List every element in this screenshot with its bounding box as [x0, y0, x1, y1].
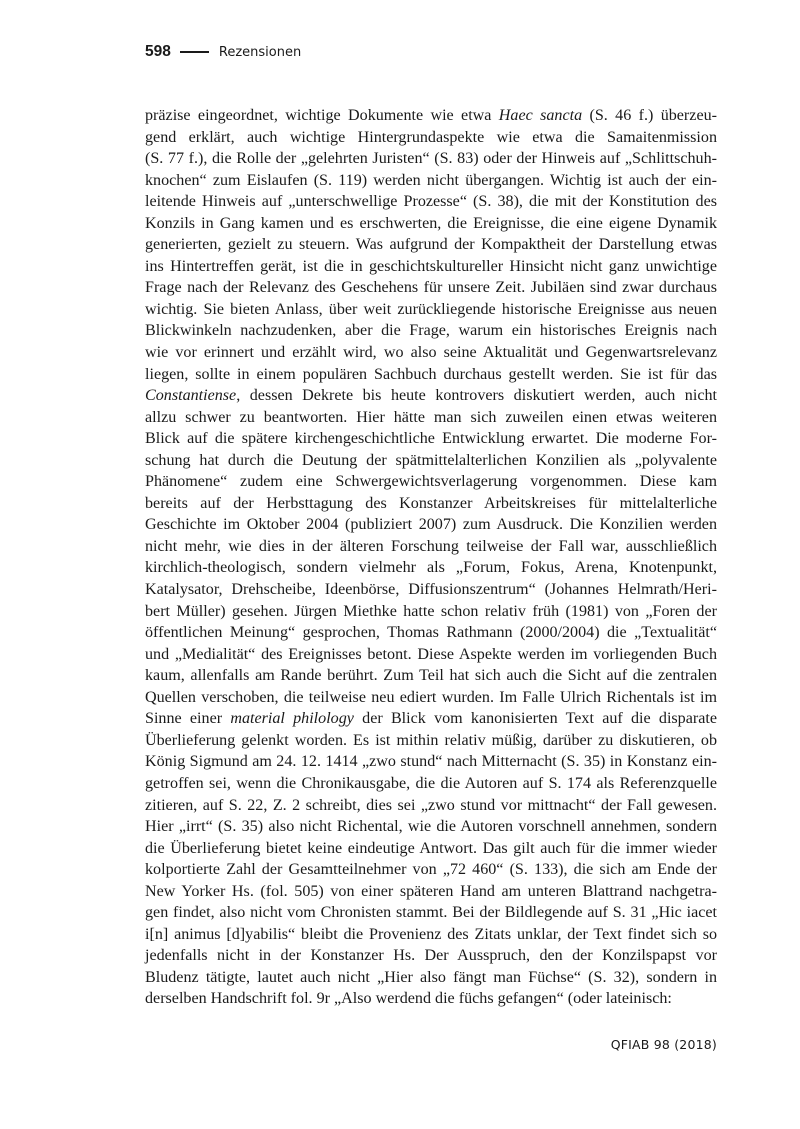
text-line — [145, 428, 717, 450]
text-run: Quellen verschoben, die teilweise neu ediert wurden. Im Falle Ulrich Richentals ist im — [145, 688, 717, 706]
text-line — [145, 493, 717, 515]
text-run: Bludenz tätigte, lautet auch nicht „Hier also fängt man Füchse“ (S. 32), sondern in — [145, 968, 717, 986]
text-line — [145, 859, 717, 881]
text-run: New Yorker Hs. (fol. 505) von einer späteren Hand am unteren Blattrand nachgetra- — [145, 882, 717, 900]
text-run: Überlieferung gelenkt worden. Es ist mithin relativ müßig, darüber zu diskutieren, ob — [145, 731, 717, 749]
text-line — [145, 751, 717, 773]
page-number: 598 — [145, 43, 171, 60]
text-run: i[n] animus [d]yabilis“ bleibt die Provenienz des Zitats unklar, der Text findet sich so — [145, 925, 717, 943]
text-line — [145, 622, 717, 644]
text-run: kaum, allenfalls am Rande berührt. Zum Teil hat sich auch die Sicht auf die zentralen — [145, 667, 717, 685]
text-line — [145, 644, 717, 666]
text-line — [145, 708, 717, 730]
text-run: Blickwinkeln nachzudenken, aber die Frage, warum ein historisches Ereignis nach — [145, 322, 717, 340]
text-line — [145, 924, 717, 946]
text-run: der Blick vom kanonisierten Text auf die disparate — [353, 710, 717, 728]
text-line — [145, 277, 717, 299]
text-line — [145, 557, 717, 579]
text-line — [145, 795, 717, 817]
text-line — [145, 838, 717, 860]
text-line — [145, 902, 717, 924]
text-line — [145, 234, 717, 256]
text-run: kirchlich-theologisch, sondern vielmehr als „Forum, Fokus, Arena, Knotenpunkt, — [145, 559, 717, 577]
text-line — [145, 881, 717, 903]
text-run: kolportierte Zahl der Gesamtteilnehmer von „72 460“ (S. 133), die sich am Ende der — [145, 861, 717, 879]
text-run: wie vor erinnert und erzählt wird, wo also seine Aktualität und Gegenwartsrelevanz — [145, 344, 717, 362]
text-run: leitende Hinweis auf „unterschwellige Prozesse“ (S. 38), die mit der Konstitution des — [145, 193, 717, 211]
text-line — [145, 364, 717, 386]
text-run: Phänomene“ zudem eine Schwergewichtsverlagerung vorgenommen. Diese kam — [145, 473, 717, 491]
text-line — [145, 407, 717, 429]
text-run: Konzils in Gang kamen und es erschwerten, die Ereignisse, die eine eigene Dynamik — [145, 214, 717, 232]
text-line — [145, 148, 717, 170]
text-line — [145, 191, 717, 213]
text-run: liegen, sollte in einem populären Sachbuch durchaus gestellt werden. Sie ist für das — [145, 365, 717, 383]
italic-title: material philology — [230, 710, 354, 728]
text-line — [145, 816, 717, 838]
text-run: die Überlieferung bietet keine eindeutige Antwort. Das gilt auch für die immer wieder — [145, 839, 717, 857]
text-run: Geschichte im Oktober 2004 (publiziert 2007) zum Ausdruck. Die Konzilien werden — [145, 516, 717, 534]
text-line — [145, 967, 717, 989]
text-run: öffentlichen Meinung“ gesprochen, Thomas Rathmann (2000/2004) die „Textualität“ — [145, 624, 717, 642]
italic-title: Constantiense — [145, 387, 237, 405]
text-line — [145, 773, 717, 795]
text-run: Sinne einer — [145, 710, 231, 728]
text-run: gen findet, also nicht vom Chronisten stammt. Bei der Bildlegende auf S. 31 „Hic iacet — [145, 904, 717, 922]
text-run: und „Medialität“ des Ereignisses betont. Diese Aspekte werden im vorliegenden Buch — [145, 645, 717, 663]
text-run: Katalysator, Drehscheibe, Ideenbörse, Diffusionszentrum“ (Johannes Helmrath/Heri- — [145, 581, 717, 599]
text-run: gend erklärt, auch wichtige Hintergrundaspekte wie etwa die Samaitenmission — [145, 128, 717, 146]
text-line — [145, 665, 717, 687]
text-run: derselben Handschrift fol. 9r „Also werdend die füchs gefangen“ (oder lateinisch: — [145, 990, 672, 1008]
section-title: Rezensionen — [218, 44, 302, 60]
text-run: Hier „irrt“ (S. 35) also nicht Richental, wie die Autoren vorschnell annehmen, sondern — [145, 818, 717, 836]
text-line — [145, 256, 717, 278]
text-run: bereits auf der Herbsttagung des Konstanzer Arbeitskreises für mittelalterliche — [145, 494, 717, 512]
text-run: wichtig. Sie bieten Anlass, über weit zurückliegende historische Ereignisse aus neuen — [145, 300, 717, 318]
text-run: König Sigmund am 24. 12. 1414 „zwo stund“ nach Mitternacht (S. 35) in Konstanz ein- — [145, 753, 717, 771]
text-run: bert Müller) gesehen. Jürgen Miethke hatte schon relativ früh (1981) von „Foren der — [145, 602, 717, 620]
text-line — [145, 342, 717, 364]
text-run: nicht mehr, wie dies in der älteren Forschung teilweise der Fall war, ausschließlich — [145, 537, 717, 555]
text-run: präzise eingeordnet, wichtige Dokumente wie etwa — [145, 107, 499, 124]
text-line — [145, 730, 717, 752]
text-line — [145, 299, 717, 321]
text-run: ins Hintertreffen gerät, ist die in geschichtskultureller Hinsicht nicht ganz unwichtige — [145, 257, 717, 275]
running-header — [145, 40, 301, 64]
text-run: , dessen Dekrete bis heute kontrovers diskutiert werden, auch nicht — [236, 387, 717, 405]
text-run: knochen“ zum Eislaufen (S. 119) werden nicht übergangen. Wichtig ist auch der ein- — [145, 171, 717, 189]
text-run: (S. 46 f.) überzeu- — [582, 107, 717, 124]
text-run: (S. 77 f.), die Rolle der „gelehrten Juristen“ (S. 83) oder der Hinweis auf „Schlittschuh- — [145, 150, 717, 168]
text-run: generierten, gezielt zu steuern. Was aufgrund der Kompaktheit der Darstellung etwas — [145, 236, 717, 254]
text-line — [145, 579, 717, 601]
text-run: schung hat durch die Deutung der spätmittelalterlichen Konzilien als „polyvalente — [145, 451, 717, 469]
review-body-text — [145, 105, 717, 1010]
text-line — [145, 213, 717, 235]
italic-title: Haec sancta — [498, 107, 583, 124]
text-line — [145, 320, 717, 342]
text-run: zitieren, auf S. 22, Z. 2 schreibt, dies sei „zwo stund vor mittnacht“ der Fall gewesen. — [145, 796, 717, 814]
text-run: Frage nach der Relevanz des Geschehens für unsere Zeit. Jubiläen sind zwar durchaus — [145, 279, 717, 297]
text-line — [145, 471, 717, 493]
text-run: allzu schwer zu beantworten. Hier hätte man sich zuweilen einen etwas weiteren — [145, 408, 717, 426]
text-run: getroffen sei, wenn die Chronikausgabe, die die Autoren auf S. 174 als Referenzquelle — [145, 774, 717, 792]
text-line — [145, 450, 717, 472]
text-line — [145, 601, 717, 623]
text-run: Blick auf die spätere kirchengeschichtliche Entwicklung erwartet. Die moderne For- — [145, 430, 717, 448]
text-line — [145, 514, 717, 536]
header-rule — [180, 51, 209, 53]
text-line — [145, 988, 717, 1010]
text-line — [145, 385, 717, 407]
journal-footer: QFIAB 98 (2018) — [610, 1037, 717, 1052]
text-line — [145, 536, 717, 558]
text-line — [145, 687, 717, 709]
text-line — [145, 105, 717, 127]
text-line — [145, 945, 717, 967]
text-line — [145, 170, 717, 192]
text-run: jedenfalls nicht in der Konstanzer Hs. Der Ausspruch, den der Konzilspapst vor — [145, 947, 717, 965]
text-line — [145, 127, 717, 149]
